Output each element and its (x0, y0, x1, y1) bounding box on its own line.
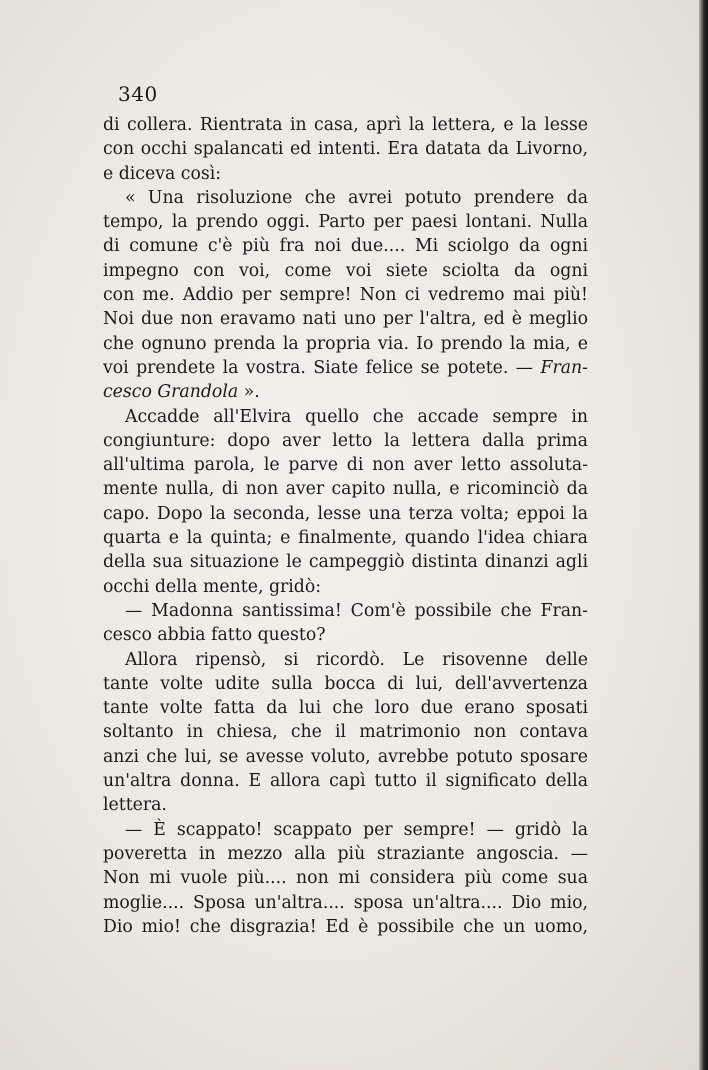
text-line (103, 259, 588, 283)
page-edge-shadow (699, 0, 708, 1070)
line-text: Allora ripensò, si ricordò. Le risovenne delle (125, 649, 588, 670)
line-text: della sua situazione le campeggiò distinta dinanzi agli (103, 552, 588, 573)
line-text: che ognuno prenda la propria via. Io prendo la mia, e (103, 333, 588, 354)
text-line (103, 356, 588, 380)
text-line (103, 818, 588, 842)
text-line (103, 429, 588, 453)
text-line (103, 113, 588, 137)
text-line (103, 502, 588, 526)
line-text: un'altra donna. E allora capì tutto il significato della (103, 771, 588, 792)
line-text: tante volte fatta da lui che loro due erano sposati (103, 698, 588, 719)
text-line (103, 332, 588, 356)
text-line (103, 769, 588, 793)
page-number: 340 (118, 82, 158, 106)
line-text: congiunture: dopo aver letto la lettera dalla prima (103, 430, 588, 451)
text-line (103, 623, 588, 647)
text-line (103, 283, 588, 307)
line-tail: ». (238, 382, 260, 403)
line-text: tempo, la prendo oggi. Parto per paesi lontani. Nulla (103, 212, 588, 233)
line-text: Noi due non eravamo nati uno per l'altra, ed è meglio (103, 309, 588, 330)
line-text: poveretta in mezzo alla più straziante angoscia. — (103, 843, 588, 864)
text-line (103, 405, 588, 429)
line-text: « Una risoluzione che avrei potuto prendere da (125, 187, 588, 208)
line-text: impegno con voi, come voi siete sciolta da ogni (103, 260, 588, 281)
text-line (103, 720, 588, 744)
text-line (103, 210, 588, 234)
text-line (103, 477, 588, 501)
text-line (103, 866, 588, 890)
line-text: Non mi vuole più.... non mi considera più come sua (103, 868, 588, 889)
italic-text: Fran- (540, 357, 588, 378)
body-text (103, 113, 588, 939)
line-text: — Madonna santissima! Com'è possibile che Fran- (125, 600, 588, 621)
text-line (103, 380, 588, 404)
text-line (103, 745, 588, 769)
line-text: mente nulla, di non aver capito nulla, e ricominciò da (103, 479, 588, 500)
text-line (103, 526, 588, 550)
line-text: di collera. Rientrata in casa, aprì la lettera, e la lesse (103, 115, 588, 135)
text-line (103, 234, 588, 258)
line-text: Accadde all'Elvira quello che accade sempre in (125, 406, 588, 427)
text-line (103, 186, 588, 210)
line-text: — È scappato! scappato per sempre! — gridò la (125, 819, 588, 840)
text-line (103, 550, 588, 574)
line-text: voi prendete la vostra. Siate felice se potete. — (103, 357, 534, 378)
line-text: tante volte udite sulla bocca di lui, dell'avvertenza (103, 673, 588, 694)
line-text: con me. Addio per sempre! Non ci vedremo mai più! (103, 285, 588, 306)
text-line (103, 307, 588, 331)
line-text: cesco abbia fatto questo? (103, 625, 326, 646)
line-text: occhi della mente, gridò: (103, 576, 322, 597)
line-text: con occhi spalancati ed intenti. Era datata da Livorno, (103, 139, 588, 160)
italic-text: cesco Grandola (103, 382, 239, 403)
line-text: lettera. (103, 795, 167, 816)
text-line (103, 793, 588, 817)
text-line (103, 696, 588, 720)
line-text: all'ultima parola, le parve di non aver letto assoluta- (103, 455, 588, 476)
line-text: capo. Dopo la seconda, lesse una terza volta; eppoi la (103, 503, 588, 524)
line-text: di comune c'è più fra noi due.... Mi sciolgo da ogni (103, 236, 588, 257)
line-text: Dio mio! che disgrazia! Ed è possibile che un uomo, (103, 916, 588, 937)
text-line (103, 891, 588, 915)
text-line (103, 648, 588, 672)
text-line (103, 137, 588, 161)
line-text: quarta e la quinta; e finalmente, quando l'idea chiara (103, 528, 588, 549)
text-line (103, 575, 588, 599)
text-line (103, 453, 588, 477)
text-line (103, 842, 588, 866)
line-text: moglie.... Sposa un'altra.... sposa un'altra.... Dio mio, (103, 892, 588, 913)
text-line (103, 672, 588, 696)
text-line (103, 162, 588, 186)
line-text: e diceva così: (103, 163, 222, 184)
line-text: anzi che lui, se avesse voluto, avrebbe potuto sposare (103, 746, 588, 767)
text-line (103, 599, 588, 623)
text-line (103, 915, 588, 939)
line-text: soltanto in chiesa, che il matrimonio non contava (103, 722, 588, 743)
